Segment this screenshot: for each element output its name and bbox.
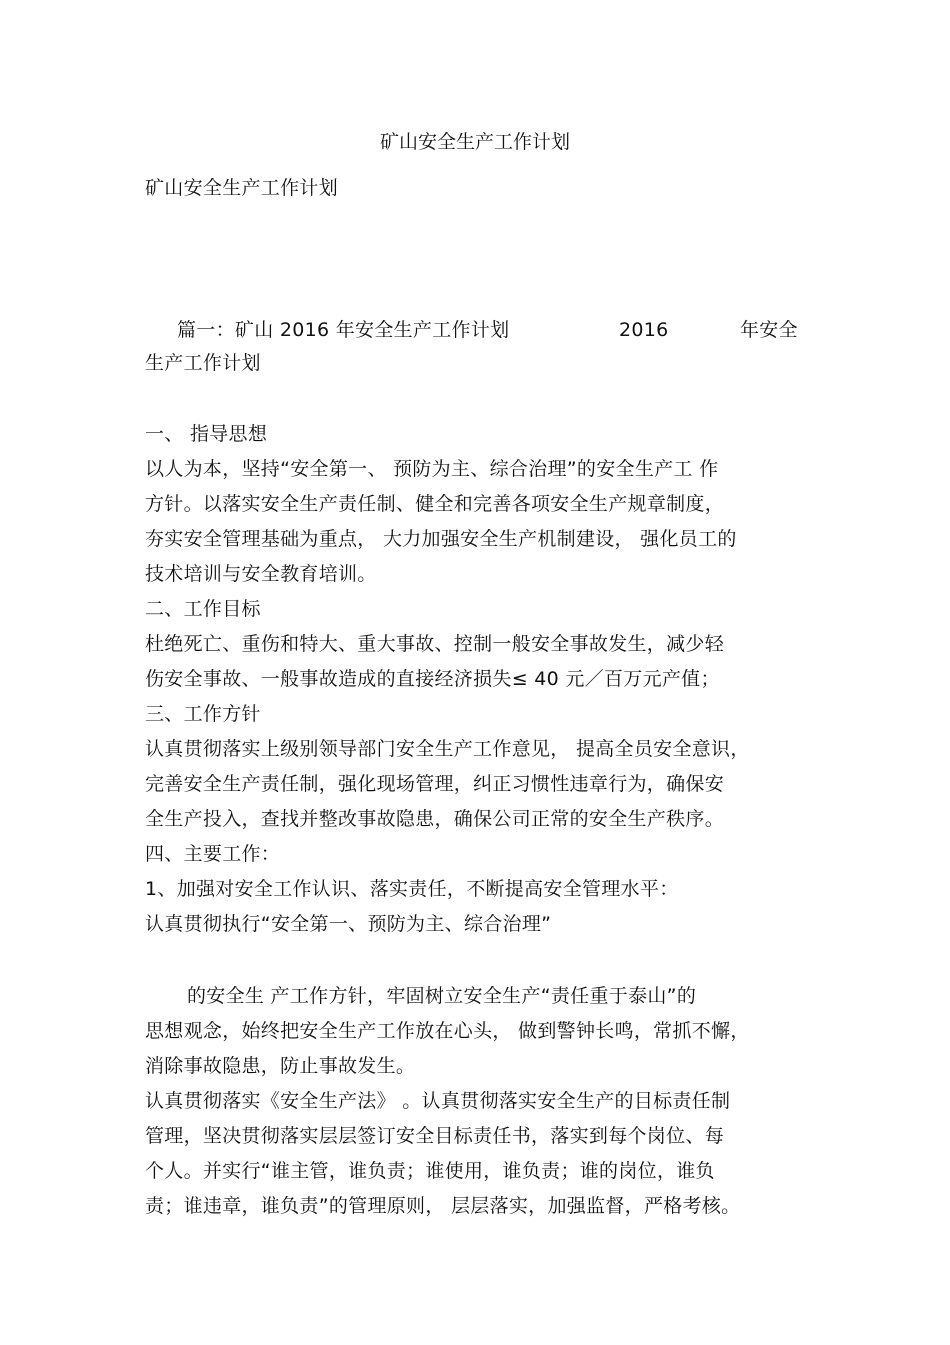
body-line: 消除事故隐患，防止事故发生。: [145, 1055, 416, 1077]
body-line: 认真贯彻落实上级别领导部门安全生产工作意见， 提高全员安全意识，: [145, 738, 750, 760]
body-line: 认真贯彻执行“安全第一、预防为主、综合治理”: [145, 913, 552, 935]
section-heading-c: 年安全: [740, 319, 798, 341]
body-line: 以人为本，坚持“安全第一、 预防为主、综合治理”的安全生产工 作: [145, 458, 719, 480]
section-heading-b: 2016: [619, 319, 669, 341]
body-line: 管理，坚决贯彻落实层层签订安全目标责任书，落实到每个岗位、每: [145, 1125, 725, 1147]
body-line: 夯实安全管理基础为重点， 大力加强安全生产机制建设， 强化员工的: [145, 528, 737, 550]
document-title: 矿山安全生产工作计划: [379, 131, 570, 153]
body-line: 四、主要工作：: [145, 843, 281, 865]
body-line: 个人。并实行“谁主管，谁负责；谁使用，谁负责；谁的岗位，谁负: [145, 1160, 715, 1182]
body-line: 二、工作目标: [145, 598, 261, 620]
body-line: 1、加强对安全工作认识、落实责任，不断提高安全管理水平：: [145, 878, 679, 900]
body-line: 方针。以落实安全生产责任制、健全和完善各项安全生产规章制度，: [145, 493, 725, 515]
body-line: 思想观念，始终把安全生产工作放在心头， 做到警钟长鸣，常抓不懈，: [145, 1020, 750, 1042]
body-line: 技术培训与安全教育培训。: [145, 563, 377, 585]
body-line: 三、工作方针: [145, 703, 261, 725]
body-line: 杜绝死亡、重伤和特大、重大事故、控制一般安全事故发生，减少轻: [145, 633, 725, 655]
body-line: 完善安全生产责任制，强化现场管理，纠正习惯性违章行为，确保安: [145, 773, 725, 795]
body-line: 的安全生 产工作方针，牢固树立安全生产“责任重于泰山”的: [187, 985, 697, 1007]
body-line: 伤安全事故、一般事故造成的直接经济损失≤ 40 元／百万元产值；: [145, 668, 720, 690]
document-subtitle: 矿山安全生产工作计划: [145, 177, 339, 199]
body-line: 责；谁违章，谁负责”的管理原则， 层层落实，加强监督，严格考核。: [145, 1195, 741, 1217]
body-line: 认真贯彻落实《安全生产法》 。认真贯彻落实安全生产的目标责任制: [145, 1090, 731, 1112]
body-line: 一、 指导思想: [145, 423, 268, 445]
body-line: 全生产投入，查找并整改事故隐患，确保公司正常的安全生产秩序。: [145, 808, 725, 830]
section-heading-a: 篇一：矿山 2016 年安全生产工作计划: [177, 319, 510, 341]
section-heading-line2: 生产工作计划: [145, 352, 261, 374]
